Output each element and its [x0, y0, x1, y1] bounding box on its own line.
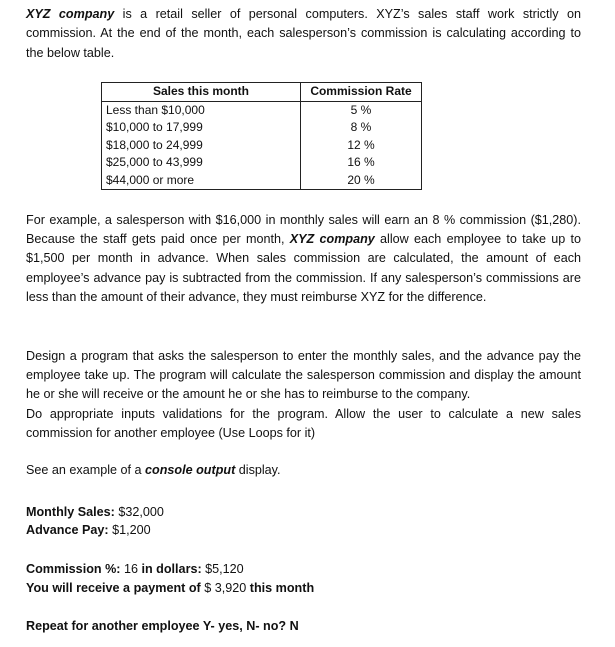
- monthly-sales-label: Monthly Sales:: [26, 505, 115, 519]
- dollars-value: $5,120: [201, 562, 244, 576]
- repeat-prompt: Repeat for another employee Y- yes, N- no? N: [26, 619, 299, 633]
- company-name: XYZ company: [26, 7, 115, 21]
- sales-range: $10,000 to 17,999: [102, 119, 301, 137]
- sales-range: Less than $10,000: [102, 101, 301, 119]
- see-text: See an example of a: [26, 463, 146, 477]
- table-row: [102, 154, 422, 172]
- commission-table: [101, 82, 422, 190]
- table-header-row: [102, 83, 422, 102]
- advance-pay-line: [26, 521, 151, 540]
- intro-text: is a retail seller of personal computers. XYZ’s sales staff work strictly on commission. At the end of the month, each salesperson’s commission is calculating according to the below table.: [26, 7, 582, 60]
- rate-value: 5 %: [301, 101, 422, 119]
- intro-paragraph: [26, 5, 581, 63]
- dollars-label: in dollars:: [141, 562, 202, 576]
- header-rate: Commission Rate: [301, 83, 422, 102]
- see-example-line: [26, 461, 281, 480]
- rate-value: 8 %: [301, 119, 422, 137]
- table-row: [102, 119, 422, 137]
- example-text-after: allow each employee to take up to $1,500 per month in advance. When sales commission are calculated, the amount of each employee’s advance pay is subtracted from the commission. If any salesperson’s commissions are less than the amount of their advance, they must reimburse XYZ for the difference.: [26, 232, 581, 304]
- sales-range: $44,000 or more: [102, 172, 301, 190]
- header-sales: Sales this month: [102, 83, 301, 102]
- design-paragraph: Design a program that asks the salesperson to enter the monthly sales, and the advance pay the employee take up. The program will calculate the salesperson commission and display the amount he or she will receive or the amount he or she has to reimburse to the company.: [26, 349, 581, 402]
- sales-range: $25,000 to 43,999: [102, 154, 301, 172]
- commission-line: [26, 560, 244, 579]
- example-paragraph: [26, 211, 581, 307]
- table-row: [102, 172, 422, 190]
- rate-value: 20 %: [301, 172, 422, 190]
- commission-label: Commission %:: [26, 562, 121, 576]
- monthly-sales-value: $32,000: [114, 505, 164, 519]
- receive-text: You will receive a payment of: [26, 581, 201, 595]
- rate-value: 16 %: [301, 154, 422, 172]
- example-text-before: For example, a salesperson with $16,000 in monthly sales will earn an 8 % commission ($1,280). Because the staff gets paid once per month,: [26, 213, 581, 247]
- rate-value: 12 %: [301, 137, 422, 155]
- table-row: [102, 101, 422, 119]
- advance-pay-value: $1,200: [108, 523, 151, 537]
- advance-pay-label: Advance Pay:: [26, 523, 109, 537]
- sales-range: $18,000 to 24,999: [102, 137, 301, 155]
- console-output-emphasis: console output: [145, 463, 236, 477]
- see-text-end: display.: [235, 463, 281, 477]
- commission-value: 16: [120, 562, 142, 576]
- receive-line: [26, 579, 314, 598]
- receive-value: $ 3,920: [200, 581, 250, 595]
- receive-text-end: this month: [249, 581, 315, 595]
- table-row: [102, 137, 422, 155]
- validation-paragraph: Do appropriate inputs validations for the program. Allow the user to calculate a new sales commission for another employee (Use Loops for it): [26, 407, 581, 441]
- company-name: XYZ company: [289, 232, 375, 247]
- monthly-sales-line: [26, 503, 164, 522]
